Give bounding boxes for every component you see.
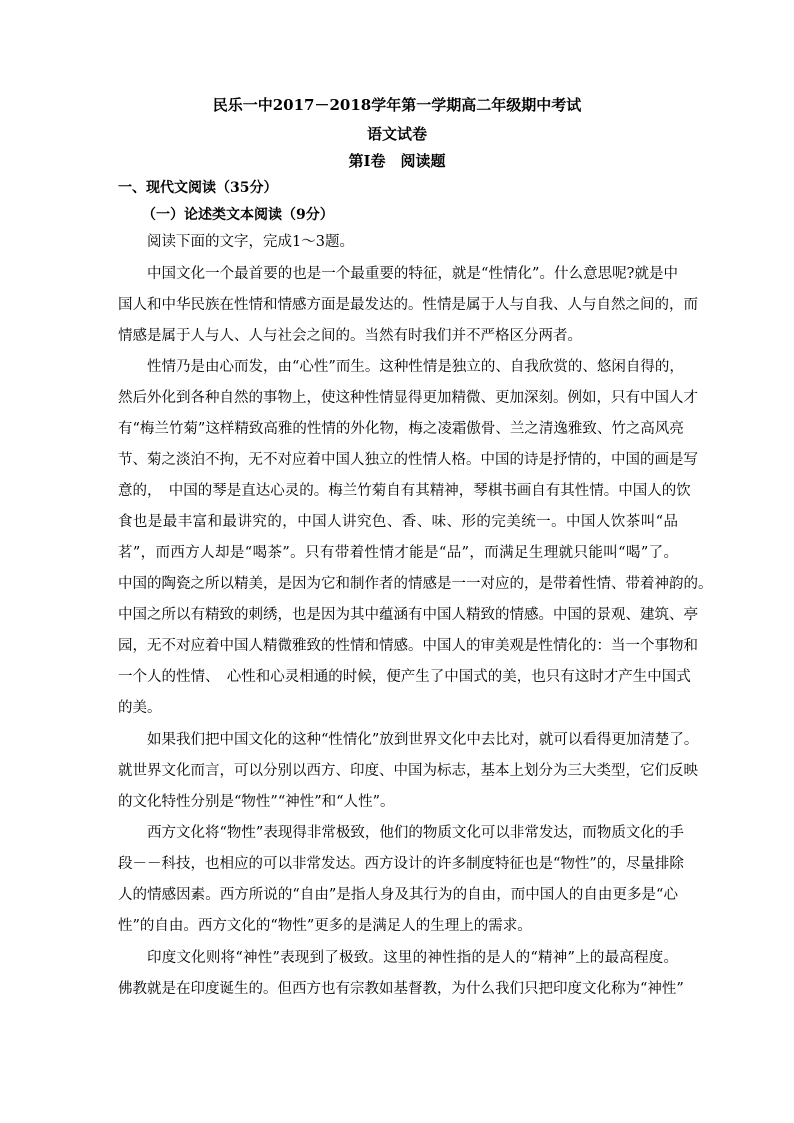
paragraph-line: 中国的陶瓷之所以精美，是因为它和制作者的情感是一一对应的，是带着性情、带着神韵的。 [118, 576, 713, 592]
paragraph-line: 节、菊之淡泊不拘，无不对应着中国人独立的性情人格。中国的诗是抒情的，中国的画是写 [118, 452, 698, 468]
exam-subtitle: 语文试卷 [366, 125, 427, 143]
section-heading: 一、现代文阅读（35分） [118, 180, 278, 196]
paragraph-line: 中国之所以有精致的刺绣，也是因为其中蕴涵有中国人精致的情感。中国的景观、建筑、亭 [118, 607, 698, 623]
paragraph-line: 性”的自由。西方文化的“物性”更多的是满足人的生理上的需求。 [118, 918, 532, 934]
paragraph-line: 意的， 中国的琴是直达心灵的。梅兰竹菊自有其精神，琴棋书画自有其性情。中国人的饮 [118, 483, 691, 499]
paragraph-line: 食也是最丰富和最讲究的，中国人讲究色、香、味、形的完美统一。中国人饮茶叫“品 [118, 514, 678, 530]
paragraph-line: 国人和中华民族在性情和情感方面是最发达的。性情是属于人与自我、人与自然之间的，而 [118, 297, 698, 313]
paragraph-line: 茗”，而西方人却是“喝茶”。只有带着性情才能是“品”，而满足生理就只能叫“喝”了。 [118, 545, 678, 561]
paragraph-line: 一个人的性情、 心性和心灵相通的时候，便产生了中国式的美，也只有这时才产生中国式 [118, 669, 691, 685]
paragraph-line: 就世界文化而言，可以分别以西方、印度、中国为标志，基本上划分为三大类型，它们反映 [118, 763, 698, 779]
subsection-heading: （一）论述类文本阅读（9分） [142, 207, 334, 223]
paragraph-line: 园，无不对应着中国人精微雅致的性情和情感。中国人的审美观是性情化的：当一个事物和 [118, 638, 698, 654]
paragraph-line: 性情乃是由心而发，由“心性”而生。这种性情是独立的、自我欣赏的、悠闲自得的， [147, 359, 684, 375]
paragraph-line: 的文化特性分别是“物性”“神性”和“人性”。 [118, 794, 395, 810]
paragraph-line: 的美。 [118, 700, 162, 716]
paragraph-line: 段－－科技，也相应的可以非常发达。西方设计的许多制度特征也是“物性”的，尽量排除 [118, 856, 684, 872]
instruction-text: 阅读下面的文字，完成1～3题。 [147, 234, 354, 250]
exam-title: 民乐一中2017－2018学年第一学期高二年级期中考试 [212, 96, 582, 114]
paragraph-line: 人的情感因素。西方所说的“自由”是指人身及其行为的自由，而中国人的自由更多是“心 [118, 887, 678, 903]
paragraph-line: 如果我们把中国文化的这种“性情化”放到世界文化中去比对，就可以看得更加清楚了。 [147, 732, 699, 748]
paragraph-line: 有“梅兰竹菊”这样精致高雅的性情的外化物，梅之凌霜傲骨、兰之清逸雅致、竹之高风亮 [118, 421, 684, 437]
paragraph-line: 然后外化到各种自然的事物上，使这种性情显得更加精微、更加深刻。例如，只有中国人才 [118, 390, 698, 406]
paragraph-line: 中国文化一个最首要的也是一个最重要的特征，就是“性情化”。什么意思呢?就是中 [147, 266, 678, 282]
paragraph-line: 西方文化将“物性”表现得非常极致，他们的物质文化可以非常发达，而物质文化的手 [147, 825, 684, 841]
paragraph-line: 佛教就是在印度诞生的。但西方也有宗教如基督教，为什么我们只把印度文化称为“神性” [118, 981, 684, 997]
paragraph-line: 印度文化则将“神性”表现到了极致。这里的神性指的是人的“精神”上的最高程度。 [147, 950, 678, 966]
paragraph-line: 情感是属于人与人、人与社会之间的。当然有时我们并不严格区分两者。 [118, 328, 582, 344]
volume-heading: 第Ⅰ卷 阅读题 [348, 152, 446, 170]
